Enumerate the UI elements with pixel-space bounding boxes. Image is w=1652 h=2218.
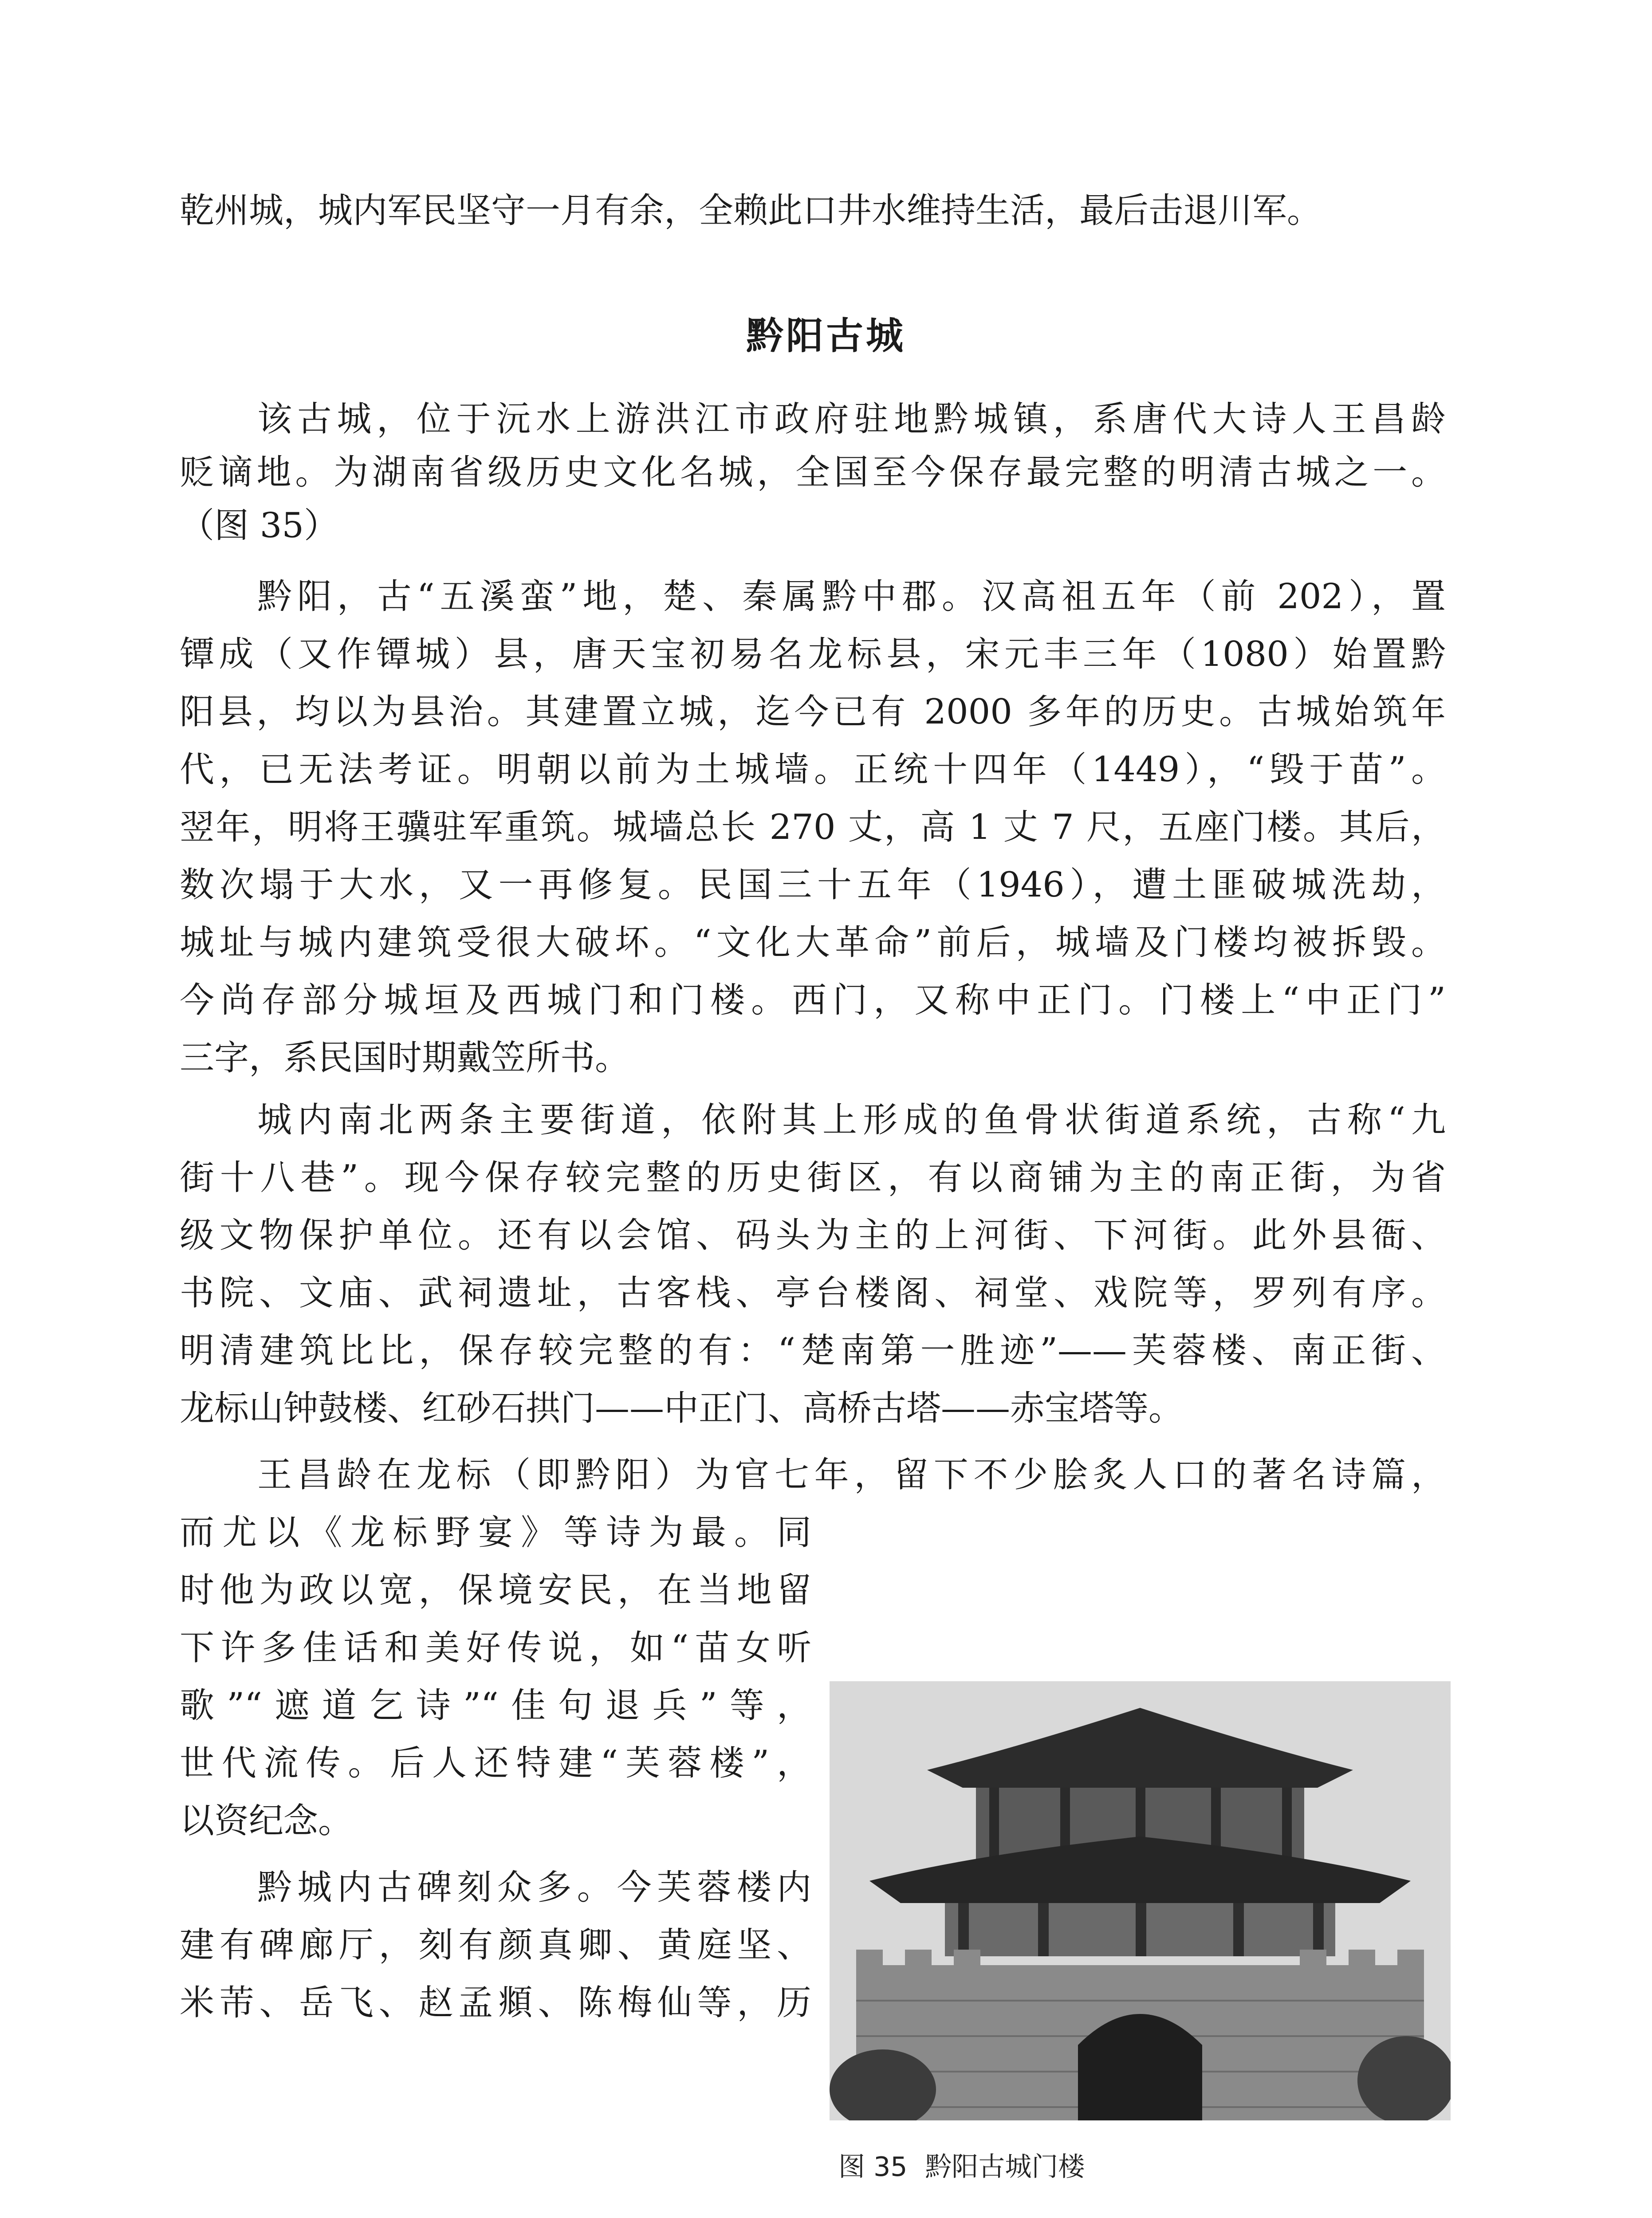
- paragraph-2-line: 镡成（又作镡城）县，唐天宝初易名龙标县，宋元丰三年（1080）始置黔: [180, 634, 1446, 674]
- paragraph-4-line: 歌”“遮道乞诗”“佳句退兵”等，: [180, 1686, 811, 1726]
- paragraph-3-line: 城内南北两条主要街道，依附其上形成的鱼骨状街道系统，古称“九: [257, 1100, 1446, 1140]
- paragraph-5-line: 黔城内古碑刻众多。今芙蓉楼内: [257, 1868, 811, 1907]
- city-gate-photo: [830, 1681, 1451, 2120]
- section-title: 黔阳古城: [746, 314, 906, 358]
- paragraph-3-line: 明清建筑比比，保存较完整的有：“楚南第一胜迹”——芙蓉楼、南正街、: [180, 1331, 1446, 1371]
- paragraph-2-line: 黔阳，古“五溪蛮”地，楚、秦属黔中郡。汉高祖五年（前 202），置: [257, 577, 1446, 617]
- paragraph-4-line: 王昌龄在龙标（即黔阳）为官七年，留下不少脍炙人口的著名诗篇，: [257, 1455, 1446, 1495]
- paragraph-2-line: 阳县，均以为县治。其建置立城，迄今已有 2000 多年的历史。古城始筑年: [180, 692, 1446, 732]
- paragraph-3-line: 龙标山钟鼓楼、红砂石拱门——中正门、高桥古塔——赤宝塔等。: [180, 1388, 1184, 1428]
- paragraph-1-line: （图 35）: [180, 506, 339, 546]
- paragraph-5-line: 米芾、岳飞、赵孟頫、陈梅仙等，历: [180, 1983, 811, 2023]
- paragraph-3-line: 级文物保护单位。还有以会馆、码头为主的上河街、下河街。此外县衙、: [180, 1215, 1446, 1255]
- figure-caption: [838, 2149, 1085, 2185]
- paragraph-2-line: 数次塌于大水，又一再修复。民国三十五年（1946），遭土匪破城洗劫，: [180, 865, 1446, 905]
- paragraph-4-line: 而尤以《龙标野宴》等诗为最。同: [180, 1513, 811, 1553]
- paragraph-2-line: 今尚存部分城垣及西城门和门楼。西门，又称中正门。门楼上“中正门”: [180, 980, 1446, 1020]
- paragraph-5-line: 建有碑廊厅，刻有颜真卿、黄庭坚、: [180, 1925, 811, 1965]
- paragraph-1-line: 该古城，位于沅水上游洪江市政府驻地黔城镇，系唐代大诗人王昌龄: [257, 399, 1446, 439]
- paragraph-4-line: 世代流传。后人还特建“芙蓉楼”，: [180, 1743, 811, 1783]
- paragraph-3-line: 街十八巷”。现今保存较完整的历史街区，有以商铺为主的南正街，为省: [180, 1158, 1446, 1198]
- gate-tower-illustration: [830, 1681, 1451, 2120]
- figure-number: 图 35: [838, 2151, 908, 2183]
- paragraph-4-line: 以资纪念。: [180, 1801, 353, 1841]
- intro-line: 乾州城，城内军民坚守一月有余，全赖此口井水维持生活，最后击退川军。: [180, 191, 1322, 231]
- paragraph-4-line: 时他为政以宽，保境安民，在当地留: [180, 1570, 811, 1610]
- paragraph-4-line: 下许多佳话和美好传说，如“苗女听: [180, 1628, 811, 1668]
- paragraph-2-line: 翌年，明将王骥驻军重筑。城墙总长 270 丈，高 1 丈 7 尺，五座门楼。其后，: [180, 807, 1446, 847]
- paragraph-3-line: 书院、文庙、武祠遗址，古客栈、亭台楼阁、祠堂、戏院等，罗列有序。: [180, 1273, 1446, 1313]
- paragraph-2-line: 三字，系民国时期戴笠所书。: [180, 1038, 630, 1078]
- paragraph-2-line: 城址与城内建筑受很大破坏。“文化大革命”前后，城墙及门楼均被拆毁。: [180, 923, 1446, 963]
- paragraph-1-line: 贬谪地。为湖南省级历史文化名城，全国至今保存最完整的明清古城之一。: [180, 452, 1446, 492]
- figure-caption-text: 黔阳古城门楼: [925, 2151, 1085, 2183]
- paragraph-2-line: 代，已无法考证。明朝以前为土城墙。正统十四年（1449），“毁于苗”。: [180, 750, 1446, 790]
